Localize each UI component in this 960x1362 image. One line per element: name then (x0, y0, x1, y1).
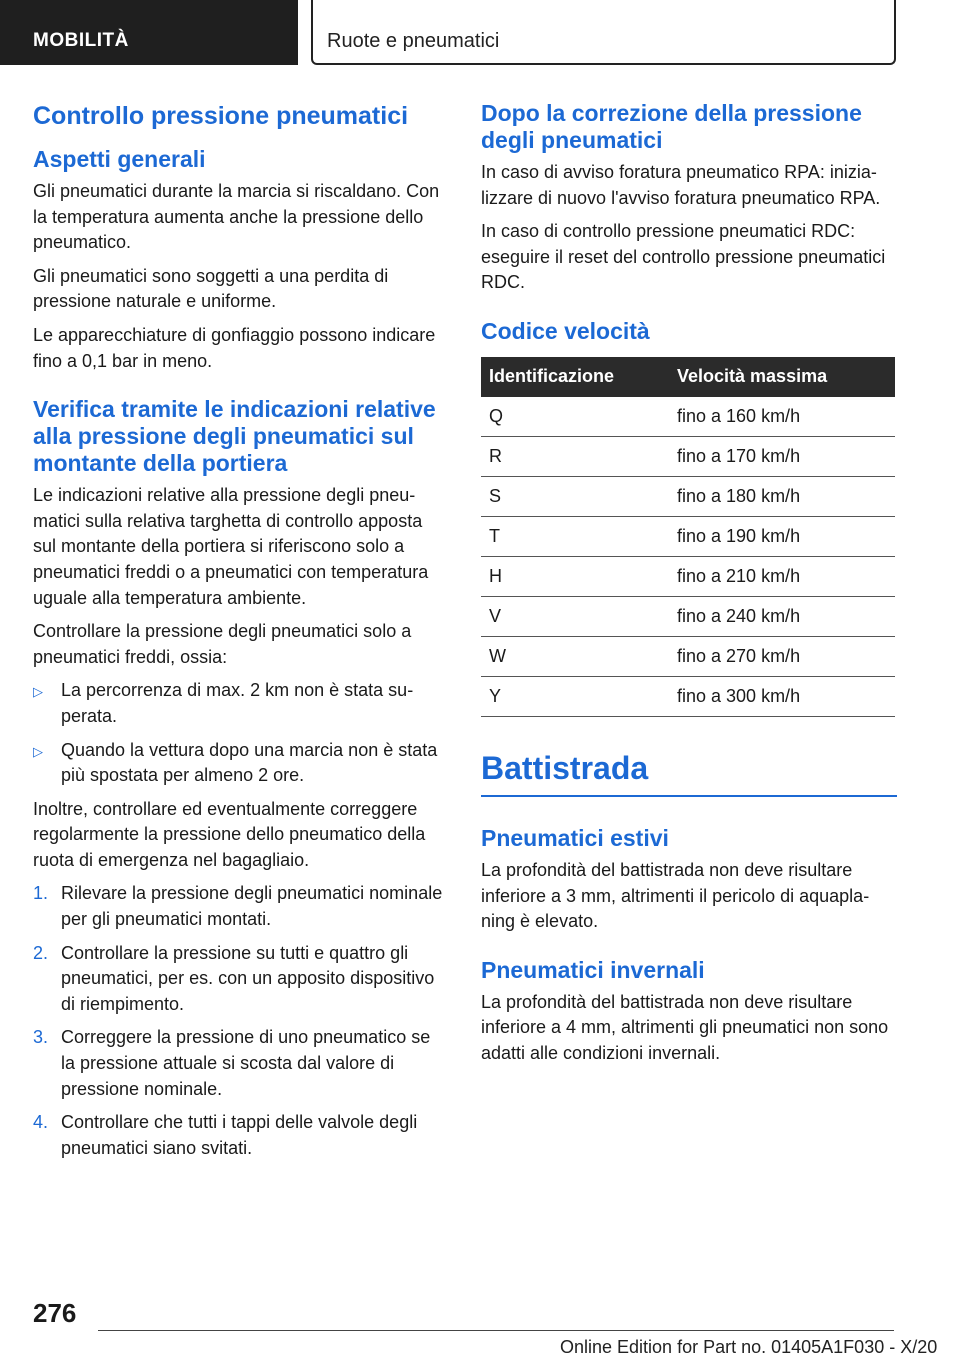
list-item (33, 678, 449, 729)
paragraph: In caso di avviso foratura pneumatico RPA: inizializzare di nuovo l'avviso foratura pneumatico RPA. (481, 162, 881, 208)
table-cell: S (481, 476, 669, 516)
step-text: Controllare che tutti i tappi delle valvole degli pneumatici siano svitati. (61, 1112, 418, 1158)
heading-summer-tires: Pneumatici estivi (481, 824, 669, 851)
heading-winter-tires: Pneumatici invernali (481, 956, 705, 983)
step-number: 1. (33, 883, 49, 904)
chapter-title-tread: Battistrada (481, 747, 897, 797)
step-number: 3. (33, 1027, 49, 1048)
column-header: Velocità massima (669, 357, 895, 397)
header-chapter-tab[interactable]: Ruote e pneumatici (311, 0, 896, 65)
list-item-text: La percorrenza di max. 2 km non è stata superata. (61, 680, 414, 726)
list-item (33, 1110, 449, 1161)
table-row (481, 516, 895, 556)
table-cell: W (481, 636, 669, 676)
table-cell: Q (481, 397, 669, 437)
paragraph: In caso di controllo pressione pneumatici RDC: eseguire il reset del controllo pressione pneumatici RDC. (481, 221, 886, 293)
paragraph: Gli pneumatici sono soggetti a una perdita di pressione naturale e uniforme. (33, 265, 389, 312)
table-cell: Y (481, 676, 669, 716)
paragraph: Controllare la pressione degli pneumatici solo a pneumatici freddi, ossia: (33, 621, 412, 667)
table-cell: H (481, 556, 669, 596)
step-text: Controllare la pressione su tutti e quattro gli pneumatici, per es. con un apposito dispositivo di riempimento. (61, 942, 435, 1014)
table-row (481, 397, 895, 437)
speed-code-table (481, 357, 895, 717)
heading-after-correction: Dopo la correzione della pressione degli pneumatici (481, 100, 862, 153)
table-row (481, 436, 895, 476)
step-text: Correggere la pressione di uno pneumatico se la pressione attuale si scosta dal valore di pressione nominale. (61, 1027, 431, 1099)
steps-list (33, 881, 449, 1161)
table-cell: T (481, 516, 669, 556)
table-cell: fino a 300 km/h (669, 676, 895, 716)
table-row (481, 596, 895, 636)
paragraph: La profondità del battistrada non deve risultare inferiore a 4 mm, altrimenti gli pneumatici non sono adatti alle condizioni invernali. (481, 991, 889, 1063)
triangle-right-icon: ▷ (33, 684, 43, 700)
table-cell: fino a 270 km/h (669, 636, 895, 676)
heading-speed-code: Codice velocità (481, 317, 650, 344)
paragraph: Le indicazioni relative alla pressione degli pneumatici sulla relativa targhetta di controllo apposta sul montante della portiera si riferiscono solo a pneumatici freddi o a pneumatici con temperatura uguale alla temperatura ambiente. (33, 485, 429, 608)
list-item-text: Quando la vettura dopo una marcia non è stata più spostata per almeno 2 ore. (61, 739, 438, 786)
table-row (481, 676, 895, 716)
column-header: Identificazione (481, 357, 669, 397)
step-number: 2. (33, 942, 49, 963)
section-title-tire-pressure: Controllo pressione pneumatici (33, 102, 409, 130)
list-item (33, 1025, 449, 1102)
bullet-list (33, 678, 449, 788)
table-cell: fino a 170 km/h (669, 436, 895, 476)
list-item (33, 738, 449, 789)
table-cell: fino a 190 km/h (669, 516, 895, 556)
table-row (481, 636, 895, 676)
header-section-tab[interactable]: MOBILITÀ (0, 0, 298, 65)
page-number: 276 (33, 1298, 77, 1328)
table-cell: fino a 160 km/h (669, 397, 895, 437)
table-header-row (481, 357, 895, 397)
paragraph: La profondità del battistrada non deve risultare inferiore a 3 mm, altrimenti il pericolo di aquaplaning è elevato. (481, 859, 870, 932)
table-row (481, 556, 895, 596)
footer-edition-text: Online Edition for Part no. 01405A1F030 - X/20 (560, 1337, 938, 1357)
paragraph: Le apparecchiature di gonfiaggio possono indicare fino a 0,1 bar in meno. (33, 324, 436, 371)
table-cell: fino a 180 km/h (669, 476, 895, 516)
left-column (33, 100, 449, 1169)
paragraph: Inoltre, controllare ed eventualmente correggere regolarmente la pressione dello pneumatico della ruota di emergenza nel bagagliaio. (33, 798, 426, 870)
footer-divider (98, 1330, 894, 1331)
right-column (481, 100, 897, 1075)
list-item (33, 941, 449, 1018)
list-item (33, 881, 449, 932)
step-text: Rilevare la pressione degli pneumatici nominale per gli pneumatici montati. (61, 883, 443, 930)
step-number: 4. (33, 1112, 49, 1133)
table-cell: fino a 210 km/h (669, 556, 895, 596)
table-cell: V (481, 596, 669, 636)
heading-door-check: Verifica tramite le indicazioni relative alla pressione degli pneumatici sul montante della portiera (33, 396, 436, 477)
heading-general: Aspetti generali (33, 146, 206, 172)
table-row (481, 476, 895, 516)
table-cell: fino a 240 km/h (669, 596, 895, 636)
table-cell: R (481, 436, 669, 476)
paragraph: Gli pneumatici durante la marcia si riscaldano. Con la temperatura aumenta anche la pressione dello pneumatico. (33, 181, 440, 253)
triangle-right-icon: ▷ (33, 743, 43, 759)
